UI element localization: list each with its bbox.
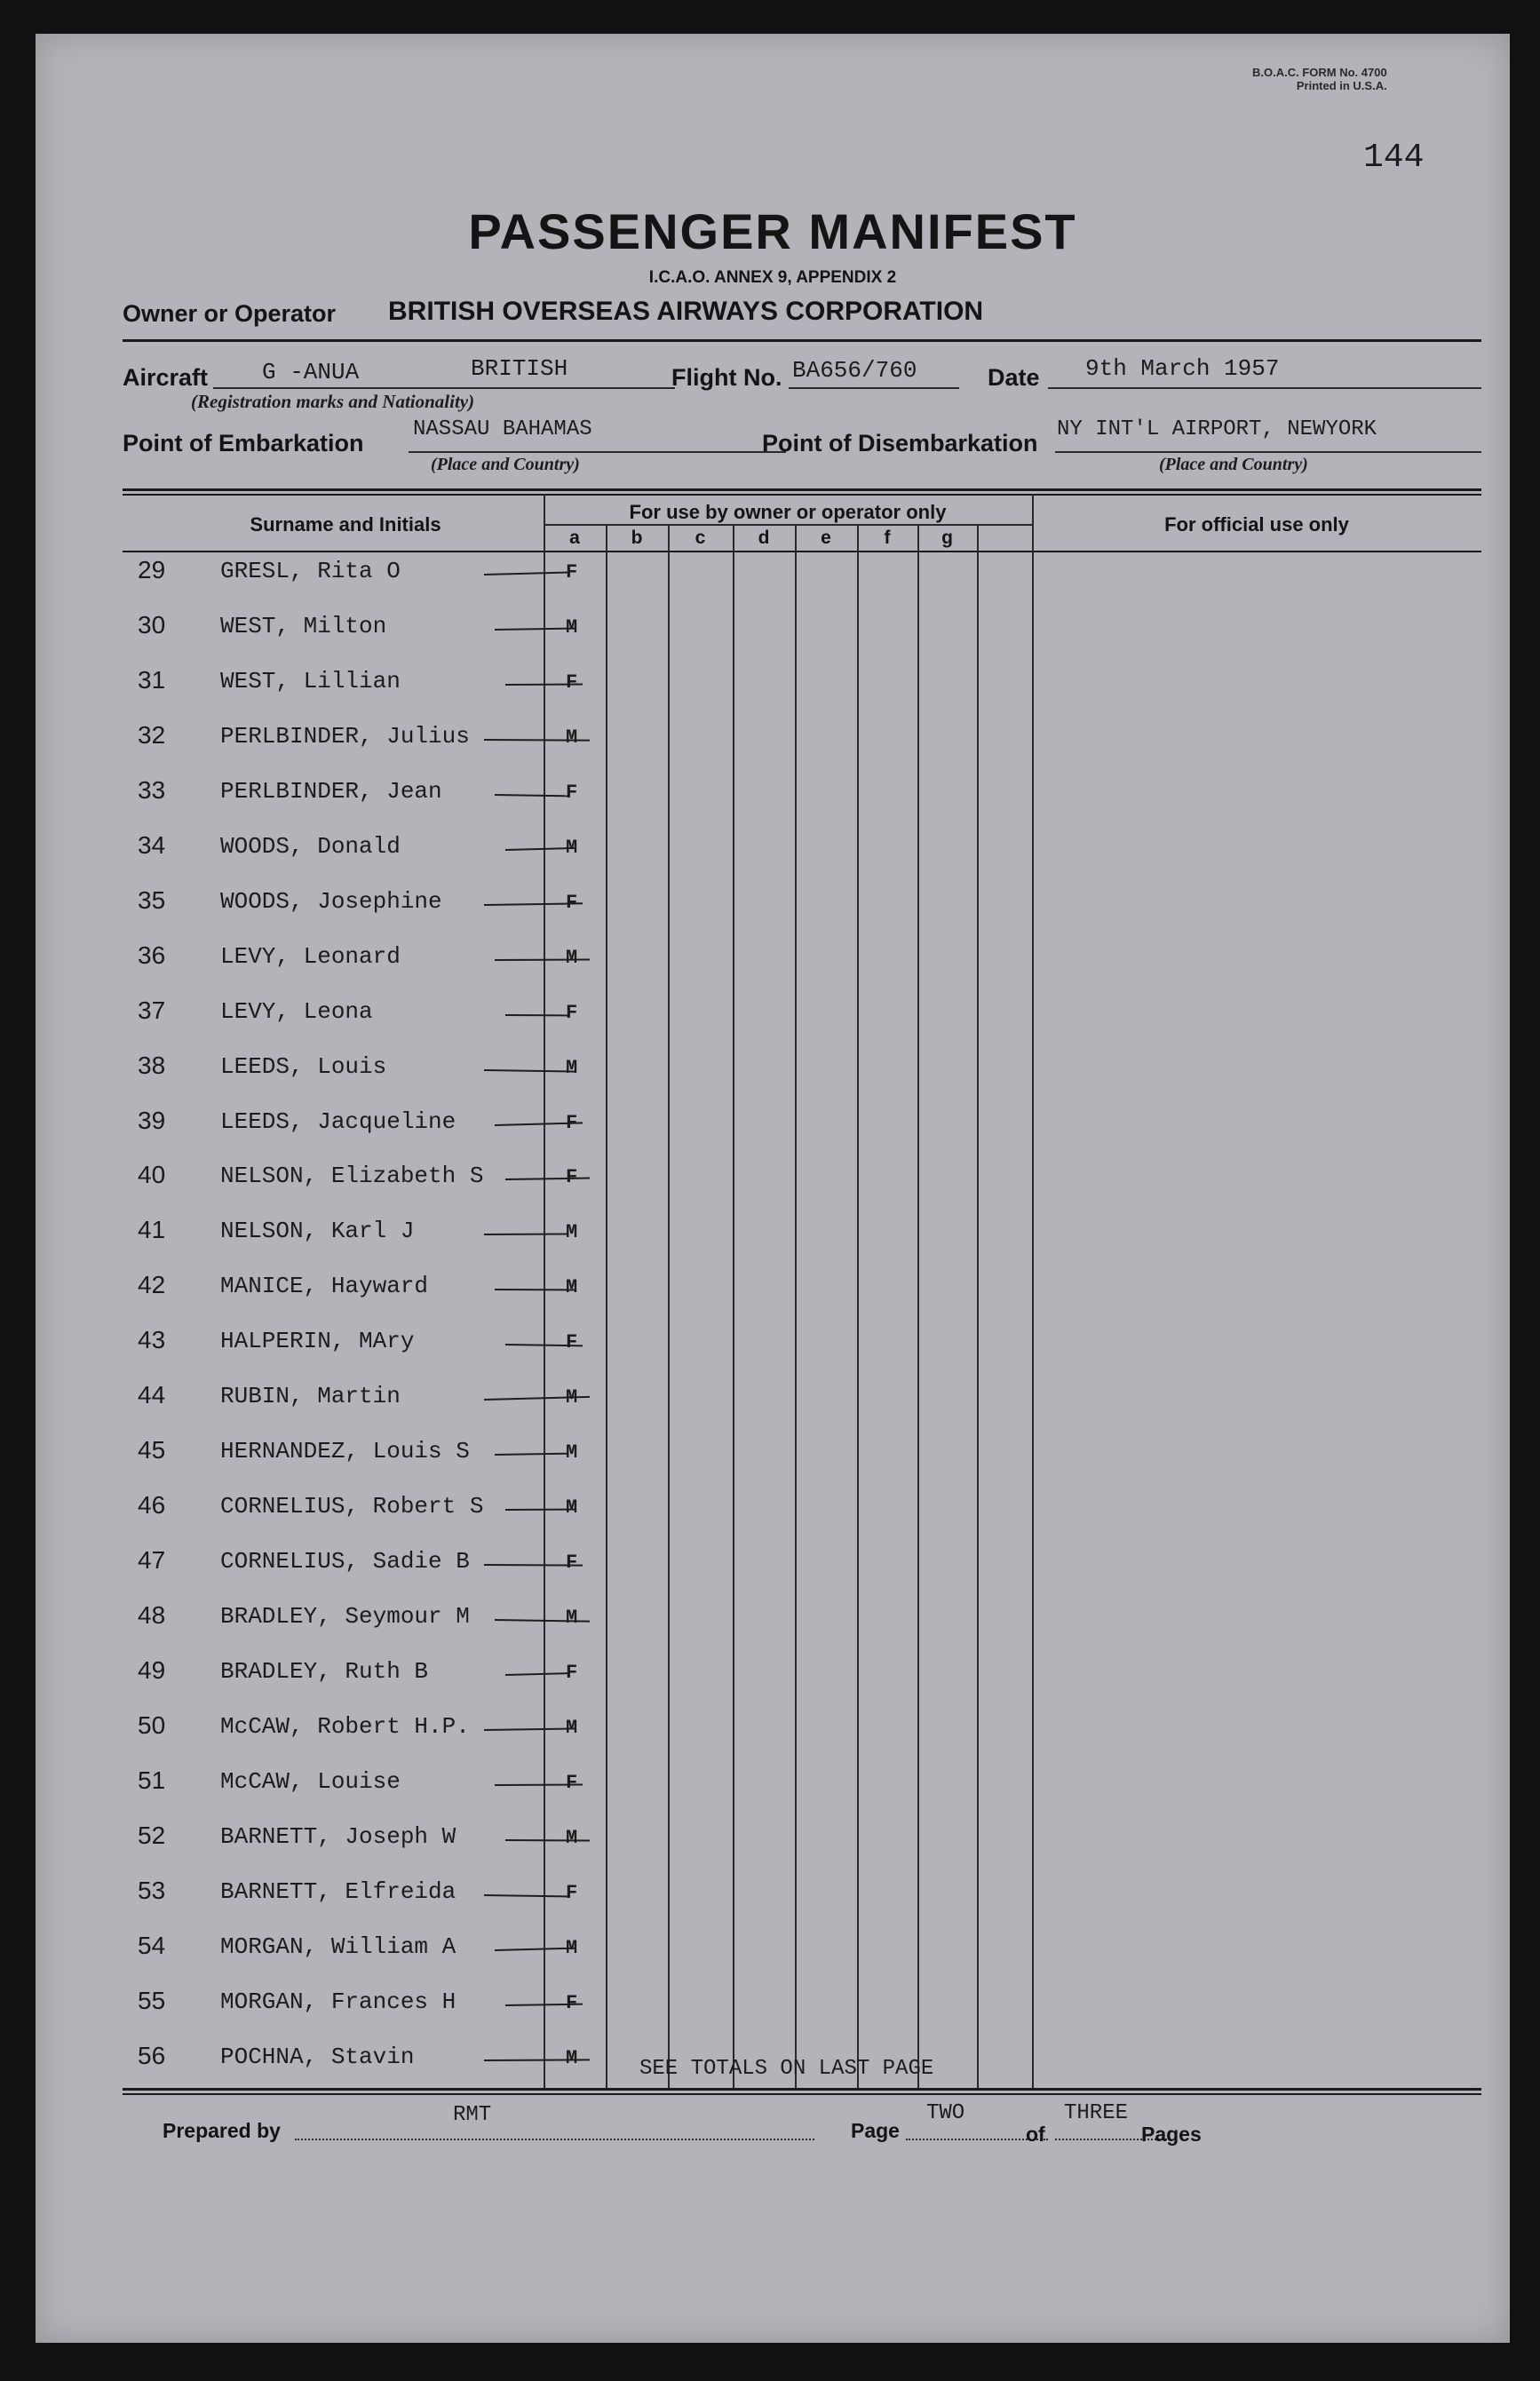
table-row <box>36 556 1510 611</box>
table-row <box>36 1271 1510 1326</box>
passenger-sex: F <box>566 1111 578 1134</box>
of-value: THREE <box>1064 2101 1129 2125</box>
check-mark-stroke <box>495 794 568 797</box>
table-header-bottom <box>123 551 1481 552</box>
passenger-number: 42 <box>138 1271 166 1299</box>
passenger-number: 40 <box>138 1161 166 1189</box>
passenger-sex: F <box>566 1166 578 1189</box>
date-underline <box>1048 387 1481 389</box>
passenger-name: LEVY, Leonard <box>220 942 401 970</box>
passenger-number: 35 <box>138 885 166 914</box>
date-value: 9th March 1957 <box>1085 355 1280 382</box>
passenger-sex: M <box>566 2046 578 2069</box>
table-row <box>36 1987 1510 2042</box>
passenger-sex: M <box>566 615 578 639</box>
disembarkation-underline <box>1055 451 1481 453</box>
flight-label: Flight No. <box>671 364 782 391</box>
embarkation-value: NASSAU BAHAMAS <box>413 417 592 441</box>
passenger-sex: M <box>566 1826 578 1849</box>
check-mark-stroke <box>495 1947 576 1950</box>
passenger-sex: M <box>566 1441 578 1464</box>
passenger-sex: M <box>566 1056 578 1079</box>
passenger-name: MORGAN, William A <box>220 1933 456 1960</box>
passenger-sex: F <box>566 1881 578 1904</box>
owner-header-divider <box>544 524 1032 526</box>
passenger-sex: F <box>566 891 578 914</box>
check-mark-stroke <box>484 572 568 575</box>
disembarkation-caption: (Place and Country) <box>1159 455 1308 474</box>
sub-column-header-c: c <box>695 528 706 548</box>
sub-column-header-e: e <box>821 528 831 548</box>
table-row <box>36 1877 1510 1932</box>
table-row <box>36 1601 1510 1656</box>
table-row <box>36 1766 1510 1821</box>
table-row <box>36 1107 1510 1162</box>
table-row <box>36 1711 1510 1766</box>
passenger-sex: F <box>566 1662 578 1684</box>
table-row <box>36 1932 1510 1987</box>
passenger-name: WEST, Milton <box>220 612 387 639</box>
passenger-sex: F <box>566 671 578 694</box>
passenger-name: BRADLEY, Seymour M <box>220 1603 470 1631</box>
passenger-name: WOODS, Josephine <box>220 887 442 915</box>
passenger-number: 41 <box>138 1216 166 1244</box>
table-top-border <box>123 488 1481 491</box>
passenger-sex: M <box>566 946 578 969</box>
aircraft-label: Aircraft <box>123 364 209 391</box>
table-top-border-inner <box>123 494 1481 496</box>
passenger-sex: M <box>566 1716 578 1739</box>
embarkation-underline <box>409 451 786 453</box>
passenger-number: 52 <box>138 1821 166 1849</box>
passenger-number: 55 <box>138 1986 166 2014</box>
passenger-number: 31 <box>138 665 166 694</box>
table-row <box>36 886 1510 941</box>
page-value: TWO <box>926 2101 965 2125</box>
passenger-name: CORNELIUS, Sadie B <box>220 1548 470 1575</box>
check-mark-stroke <box>484 1727 576 1731</box>
passenger-name: LEEDS, Jacqueline <box>220 1107 456 1135</box>
page-subtitle: I.C.A.O. ANNEX 9, APPENDIX 2 <box>648 268 897 287</box>
check-mark-stroke <box>505 1672 568 1676</box>
passenger-sex: M <box>566 1936 578 1959</box>
passenger-name: CORNELIUS, Robert S <box>220 1493 484 1520</box>
divider <box>123 339 1481 342</box>
passenger-name: McCAW, Robert H.P. <box>220 1712 470 1740</box>
passenger-sex: M <box>566 1386 578 1409</box>
flight-number: BA656/760 <box>792 357 917 384</box>
passenger-name: NELSON, Karl J <box>220 1218 415 1245</box>
check-mark-stroke <box>495 628 576 631</box>
column-header-names: Surname and Initials <box>250 513 441 536</box>
passenger-sex: F <box>566 1001 578 1024</box>
passenger-sex: M <box>566 1607 578 1630</box>
manifest-sheet <box>36 34 1510 2343</box>
table-row <box>36 1546 1510 1601</box>
passenger-name: HALPERIN, MAry <box>220 1328 415 1355</box>
passenger-name: WEST, Lillian <box>220 667 401 694</box>
passenger-name: RUBIN, Martin <box>220 1383 401 1410</box>
table-row <box>36 1052 1510 1107</box>
date-label: Date <box>988 364 1040 391</box>
passenger-name: GRESL, Rita O <box>220 558 401 584</box>
aircraft-registration: G -ANUA <box>262 359 360 385</box>
passenger-name: BRADLEY, Ruth B <box>220 1658 429 1685</box>
sub-column-header-a: a <box>569 528 580 548</box>
aircraft-caption: (Registration marks and Nationality) <box>191 391 475 412</box>
flight-underline <box>789 387 959 389</box>
of-label: of <box>1026 2123 1045 2146</box>
sub-column-header-b: b <box>631 528 643 548</box>
passenger-sex: F <box>566 781 578 804</box>
passenger-sex: F <box>566 1771 578 1794</box>
passenger-number: 48 <box>138 1601 166 1630</box>
passenger-number: 36 <box>138 940 166 969</box>
check-mark-stroke <box>484 1234 568 1235</box>
passenger-number: 30 <box>138 610 166 639</box>
passenger-name: LEVY, Leona <box>220 997 373 1025</box>
passenger-number: 32 <box>138 720 166 749</box>
passenger-name: PERLBINDER, Julius <box>220 722 470 750</box>
table-row <box>36 941 1510 996</box>
check-mark-stroke <box>505 1014 568 1016</box>
check-mark-stroke <box>484 1069 576 1073</box>
prepared-by-value: RMT <box>453 2103 492 2127</box>
passenger-name: BARNETT, Joseph W <box>220 1822 456 1850</box>
passenger-number: 29 <box>138 556 166 583</box>
passenger-number: 47 <box>138 1546 166 1575</box>
passenger-number: 51 <box>138 1766 166 1794</box>
passenger-sex: F <box>566 1991 578 2014</box>
check-mark-stroke <box>484 1894 568 1897</box>
embarkation-label: Point of Embarkation <box>123 430 364 456</box>
owner-value: BRITISH OVERSEAS AIRWAYS CORPORATION <box>388 297 984 326</box>
passenger-sex: M <box>566 1496 578 1520</box>
table-row <box>36 666 1510 721</box>
disembarkation-label: Point of Disembarkation <box>762 430 1038 456</box>
table-row <box>36 1821 1510 1877</box>
table-bottom-border-inner <box>123 2093 1481 2095</box>
table-row <box>36 721 1510 776</box>
owner-label: Owner or Operator <box>123 300 337 327</box>
table-row <box>36 1326 1510 1381</box>
passenger-number: 44 <box>138 1381 166 1409</box>
table-bottom-border <box>123 2088 1481 2091</box>
table-row <box>36 776 1510 831</box>
table-row <box>36 1161 1510 1216</box>
passenger-number: 49 <box>138 1656 166 1684</box>
passenger-name: LEEDS, Louis <box>220 1052 387 1080</box>
prepared-by-line <box>295 2139 814 2140</box>
aircraft-nationality: BRITISH <box>471 355 568 382</box>
page-title: PASSENGER MANIFEST <box>468 203 1077 259</box>
passenger-name: NELSON, Elizabeth S <box>220 1163 484 1190</box>
column-header-owner: For use by owner or operator only <box>629 501 947 523</box>
table-row <box>36 1216 1510 1271</box>
passenger-number: 37 <box>138 996 166 1024</box>
passenger-number: 50 <box>138 1710 166 1739</box>
embarkation-caption: (Place and Country) <box>431 455 580 474</box>
sub-column-header-f: f <box>884 528 891 548</box>
page-label: Page <box>851 2119 900 2142</box>
passenger-sex: F <box>566 1331 578 1354</box>
column-header-official: For official use only <box>1164 513 1349 536</box>
passenger-name: HERNANDEZ, Louis S <box>220 1438 470 1465</box>
passenger-number: 39 <box>138 1106 166 1134</box>
passenger-sex: M <box>566 836 578 859</box>
passenger-number: 34 <box>138 830 166 859</box>
prepared-by-label: Prepared by <box>163 2119 281 2142</box>
passenger-number: 53 <box>138 1876 166 1904</box>
aircraft-underline <box>213 387 675 389</box>
passenger-number: 38 <box>138 1051 166 1079</box>
passenger-number: 43 <box>138 1326 166 1354</box>
table-row <box>36 1381 1510 1436</box>
passenger-sex: F <box>566 1552 578 1575</box>
passenger-name: POCHNA, Stavin <box>220 2043 415 2070</box>
sub-column-header-d: d <box>758 528 770 548</box>
form-number: B.O.A.C. FORM No. 4700 Printed in U.S.A. <box>1252 66 1387 92</box>
passenger-number: 45 <box>138 1436 166 1464</box>
passenger-sex: M <box>566 1221 578 1244</box>
passenger-name: MANICE, Hayward <box>220 1273 429 1300</box>
passenger-name: BARNETT, Elfreida <box>220 1877 456 1905</box>
disembarkation-value: NY INT'L AIRPORT, NEWYORK <box>1057 417 1377 441</box>
sub-column-header-g: g <box>941 528 953 548</box>
passenger-number: 56 <box>138 2041 166 2069</box>
passenger-name: PERLBINDER, Jean <box>220 777 442 805</box>
page-stamp: 144 <box>1363 139 1425 177</box>
check-mark-stroke <box>495 1289 576 1290</box>
table-row <box>36 831 1510 886</box>
passenger-name: MORGAN, Frances H <box>220 1988 456 2015</box>
totals-note: SEE TOTALS ON LAST PAGE <box>639 2057 934 2081</box>
table-row <box>36 1436 1510 1491</box>
passenger-number: 33 <box>138 775 166 804</box>
passenger-sex: F <box>566 561 578 583</box>
passenger-name: WOODS, Donald <box>220 832 401 860</box>
table-row <box>36 996 1510 1052</box>
check-mark-stroke <box>495 1453 568 1456</box>
passenger-sex: M <box>566 726 578 749</box>
table-row <box>36 1491 1510 1546</box>
passenger-number: 54 <box>138 1931 166 1959</box>
passenger-number: 46 <box>138 1491 166 1520</box>
table-row <box>36 611 1510 666</box>
passenger-name: McCAW, Louise <box>220 1767 401 1795</box>
pages-label: Pages <box>1141 2123 1202 2146</box>
passenger-sex: M <box>566 1276 578 1299</box>
table-row <box>36 1656 1510 1711</box>
